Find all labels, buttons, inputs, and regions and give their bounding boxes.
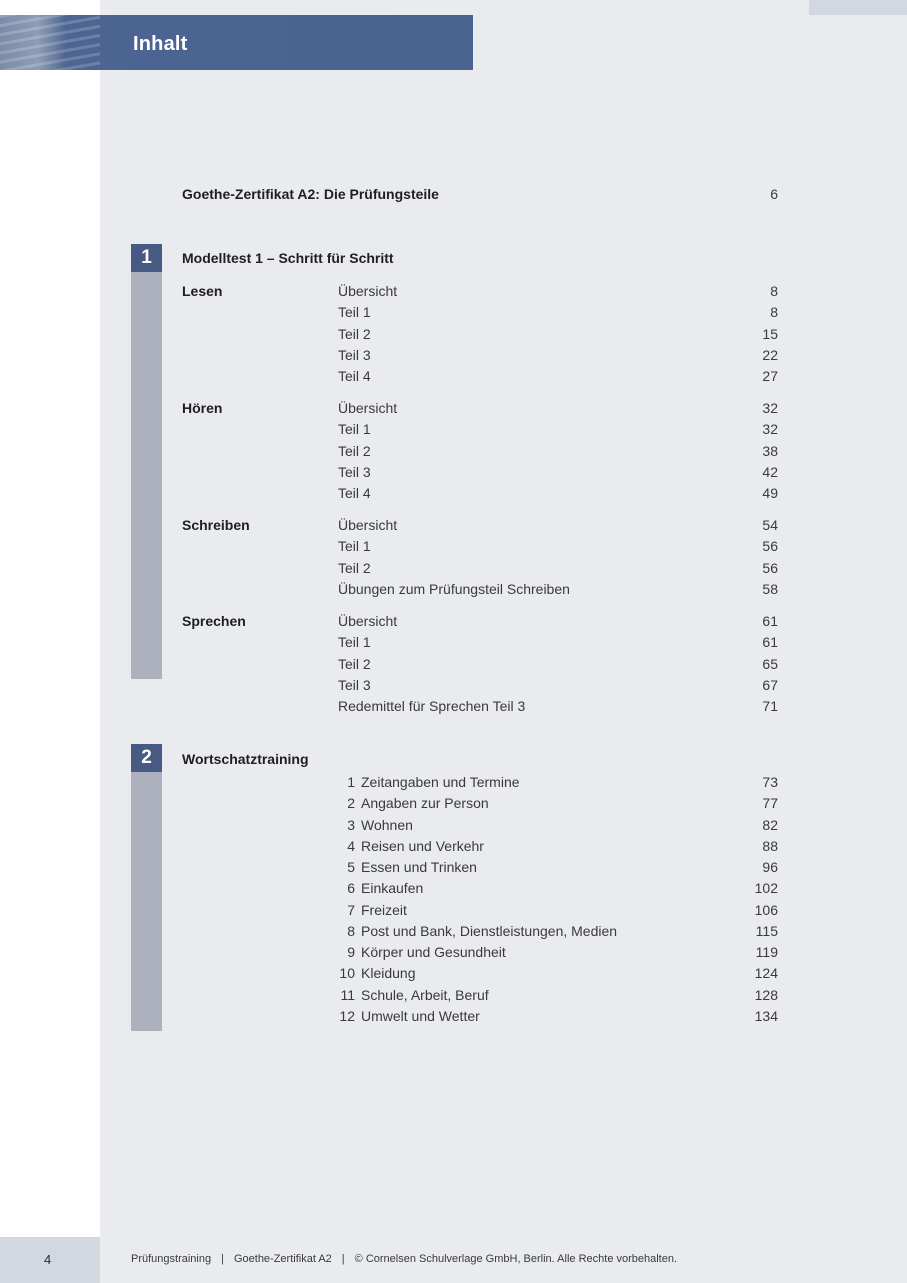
toc-entry-label: Körper und Gesundheit [361,944,506,960]
toc-entry-number: 11 [340,987,355,1003]
toc-entry-page: 61 [762,634,778,650]
toc-entry-number: 9 [347,944,355,960]
toc-entry-label: Teil 1 [338,634,371,650]
toc-entry-label: Teil 4 [338,485,371,501]
toc-group-name: Sprechen [182,613,246,629]
toc-group-name: Schreiben [182,517,250,533]
toc-entry-number: 8 [347,923,355,939]
toc-entry-page: 54 [762,517,778,533]
section-2-number: 2 [131,744,162,772]
toc-entry-page: 61 [762,613,778,629]
toc-entry-page: 8 [770,283,778,299]
toc-entry-number: 7 [347,902,355,918]
toc-entry-label: Teil 3 [338,464,371,480]
toc-entry-page: 119 [755,944,778,960]
toc-entry-page: 124 [754,965,778,981]
toc-entry-page: 27 [762,368,778,384]
toc-entry-label: Teil 2 [338,656,371,672]
toc-entry-page: 106 [754,902,778,918]
toc-entry-label: Teil 2 [338,560,371,576]
toc-entry-page: 22 [762,347,778,363]
toc-entry-number: 10 [339,965,355,981]
toc-entry-page: 32 [762,421,778,437]
toc-entry-label: Teil 3 [338,347,371,363]
toc-entry-label: Teil 2 [338,443,371,459]
toc-entry-label: Essen und Trinken [361,859,477,875]
toc-intro-label: Goethe-Zertifikat A2: Die Prüfungsteile [182,186,439,202]
toc-entry-label: Teil 2 [338,326,371,342]
toc-entry-number: 4 [347,838,355,854]
toc-entry-page: 56 [762,560,778,576]
section-2-title: Wortschatztraining [182,751,309,767]
toc-entry-label: Übersicht [338,283,398,299]
toc-entry-number: 12 [339,1008,355,1024]
toc-entry-page: 115 [755,923,778,939]
toc-entry-label: Kleidung [361,965,416,981]
toc-entry-label: Schule, Arbeit, Beruf [361,987,489,1003]
toc-entry-page: 49 [762,485,778,501]
toc-entry-label: Teil 1 [338,304,371,320]
toc-entry-number: 6 [347,880,355,896]
toc-entry-page: 65 [762,656,778,672]
section-2-bar [131,744,162,1031]
toc-entry-label: Redemittel für Sprechen Teil 3 [338,698,526,714]
toc-entry-label: Reisen und Verkehr [361,838,484,854]
toc-intro-page: 6 [770,186,778,202]
toc-entry-page: 77 [762,795,778,811]
toc-entry-label: Post und Bank, Dienstleistungen, Medien [361,923,618,939]
toc-entry-label: Teil 4 [338,368,371,384]
section-1-number: 1 [131,244,162,272]
toc-group-name: Hören [182,400,223,416]
toc-entry-label: Einkaufen [361,880,424,896]
toc-entry-label: Angaben zur Person [361,795,489,811]
toc-entry-page: 96 [762,859,778,875]
toc-entry-label: Umwelt und Wetter [361,1008,480,1024]
toc-entry-label: Teil 1 [338,421,371,437]
toc-entry-label: Teil 3 [338,677,371,693]
toc-entry-page: 56 [762,538,778,554]
toc-entry-label: Übungen zum Prüfungsteil Schreiben [338,581,570,597]
toc-entry-label: Freizeit [361,902,407,918]
toc-entry-number: 3 [347,817,355,833]
toc-entry-page: 8 [770,304,778,320]
toc-entry-label: Teil 1 [338,538,371,554]
toc-entry-page: 58 [762,581,778,597]
toc-entry-page: 32 [762,400,778,416]
toc-group-name: Lesen [182,283,223,299]
section-1-title: Modelltest 1 – Schritt für Schritt [182,250,394,266]
toc-entry-page: 38 [762,443,778,459]
page-title: Inhalt [133,33,188,55]
footer-copyright: © Cornelsen Schulverlage GmbH, Berlin. Alle Rechte vorbehalten. [354,1253,678,1265]
toc-entry-page: 82 [762,817,778,833]
header-stripes [0,15,100,70]
toc-entry-page: 102 [754,880,778,896]
footer-separator: | [341,1253,345,1265]
toc-entry-number: 2 [347,795,355,811]
toc-entry-page: 73 [762,774,778,790]
footer-credits [131,1253,677,1265]
toc-entry-page: 15 [762,326,778,342]
toc-entry-label: Übersicht [338,613,398,629]
toc-entry-page: 128 [754,987,778,1003]
corner-tab [809,0,907,15]
section-1-bar [131,244,162,679]
toc-entry-label: Zeitangaben und Termine [361,774,520,790]
footer-page-number: 4 [44,1252,52,1267]
toc-entry-number: 5 [347,859,355,875]
footer-separator: | [221,1253,224,1265]
toc-entry-number: 1 [347,774,355,790]
footer-book: Prüfungstraining [131,1253,212,1265]
toc-entry-page: 88 [762,838,778,854]
toc-entry-page: 134 [754,1008,778,1024]
toc-entry-page: 67 [762,677,778,693]
toc-entry-page: 42 [762,464,778,480]
toc-entry-label: Übersicht [338,400,398,416]
toc-entry-label: Übersicht [338,517,398,533]
toc-entry-page: 71 [762,698,778,714]
toc-entry-label: Wohnen [361,817,413,833]
footer-exam: Goethe-Zertifikat A2 [233,1253,332,1265]
